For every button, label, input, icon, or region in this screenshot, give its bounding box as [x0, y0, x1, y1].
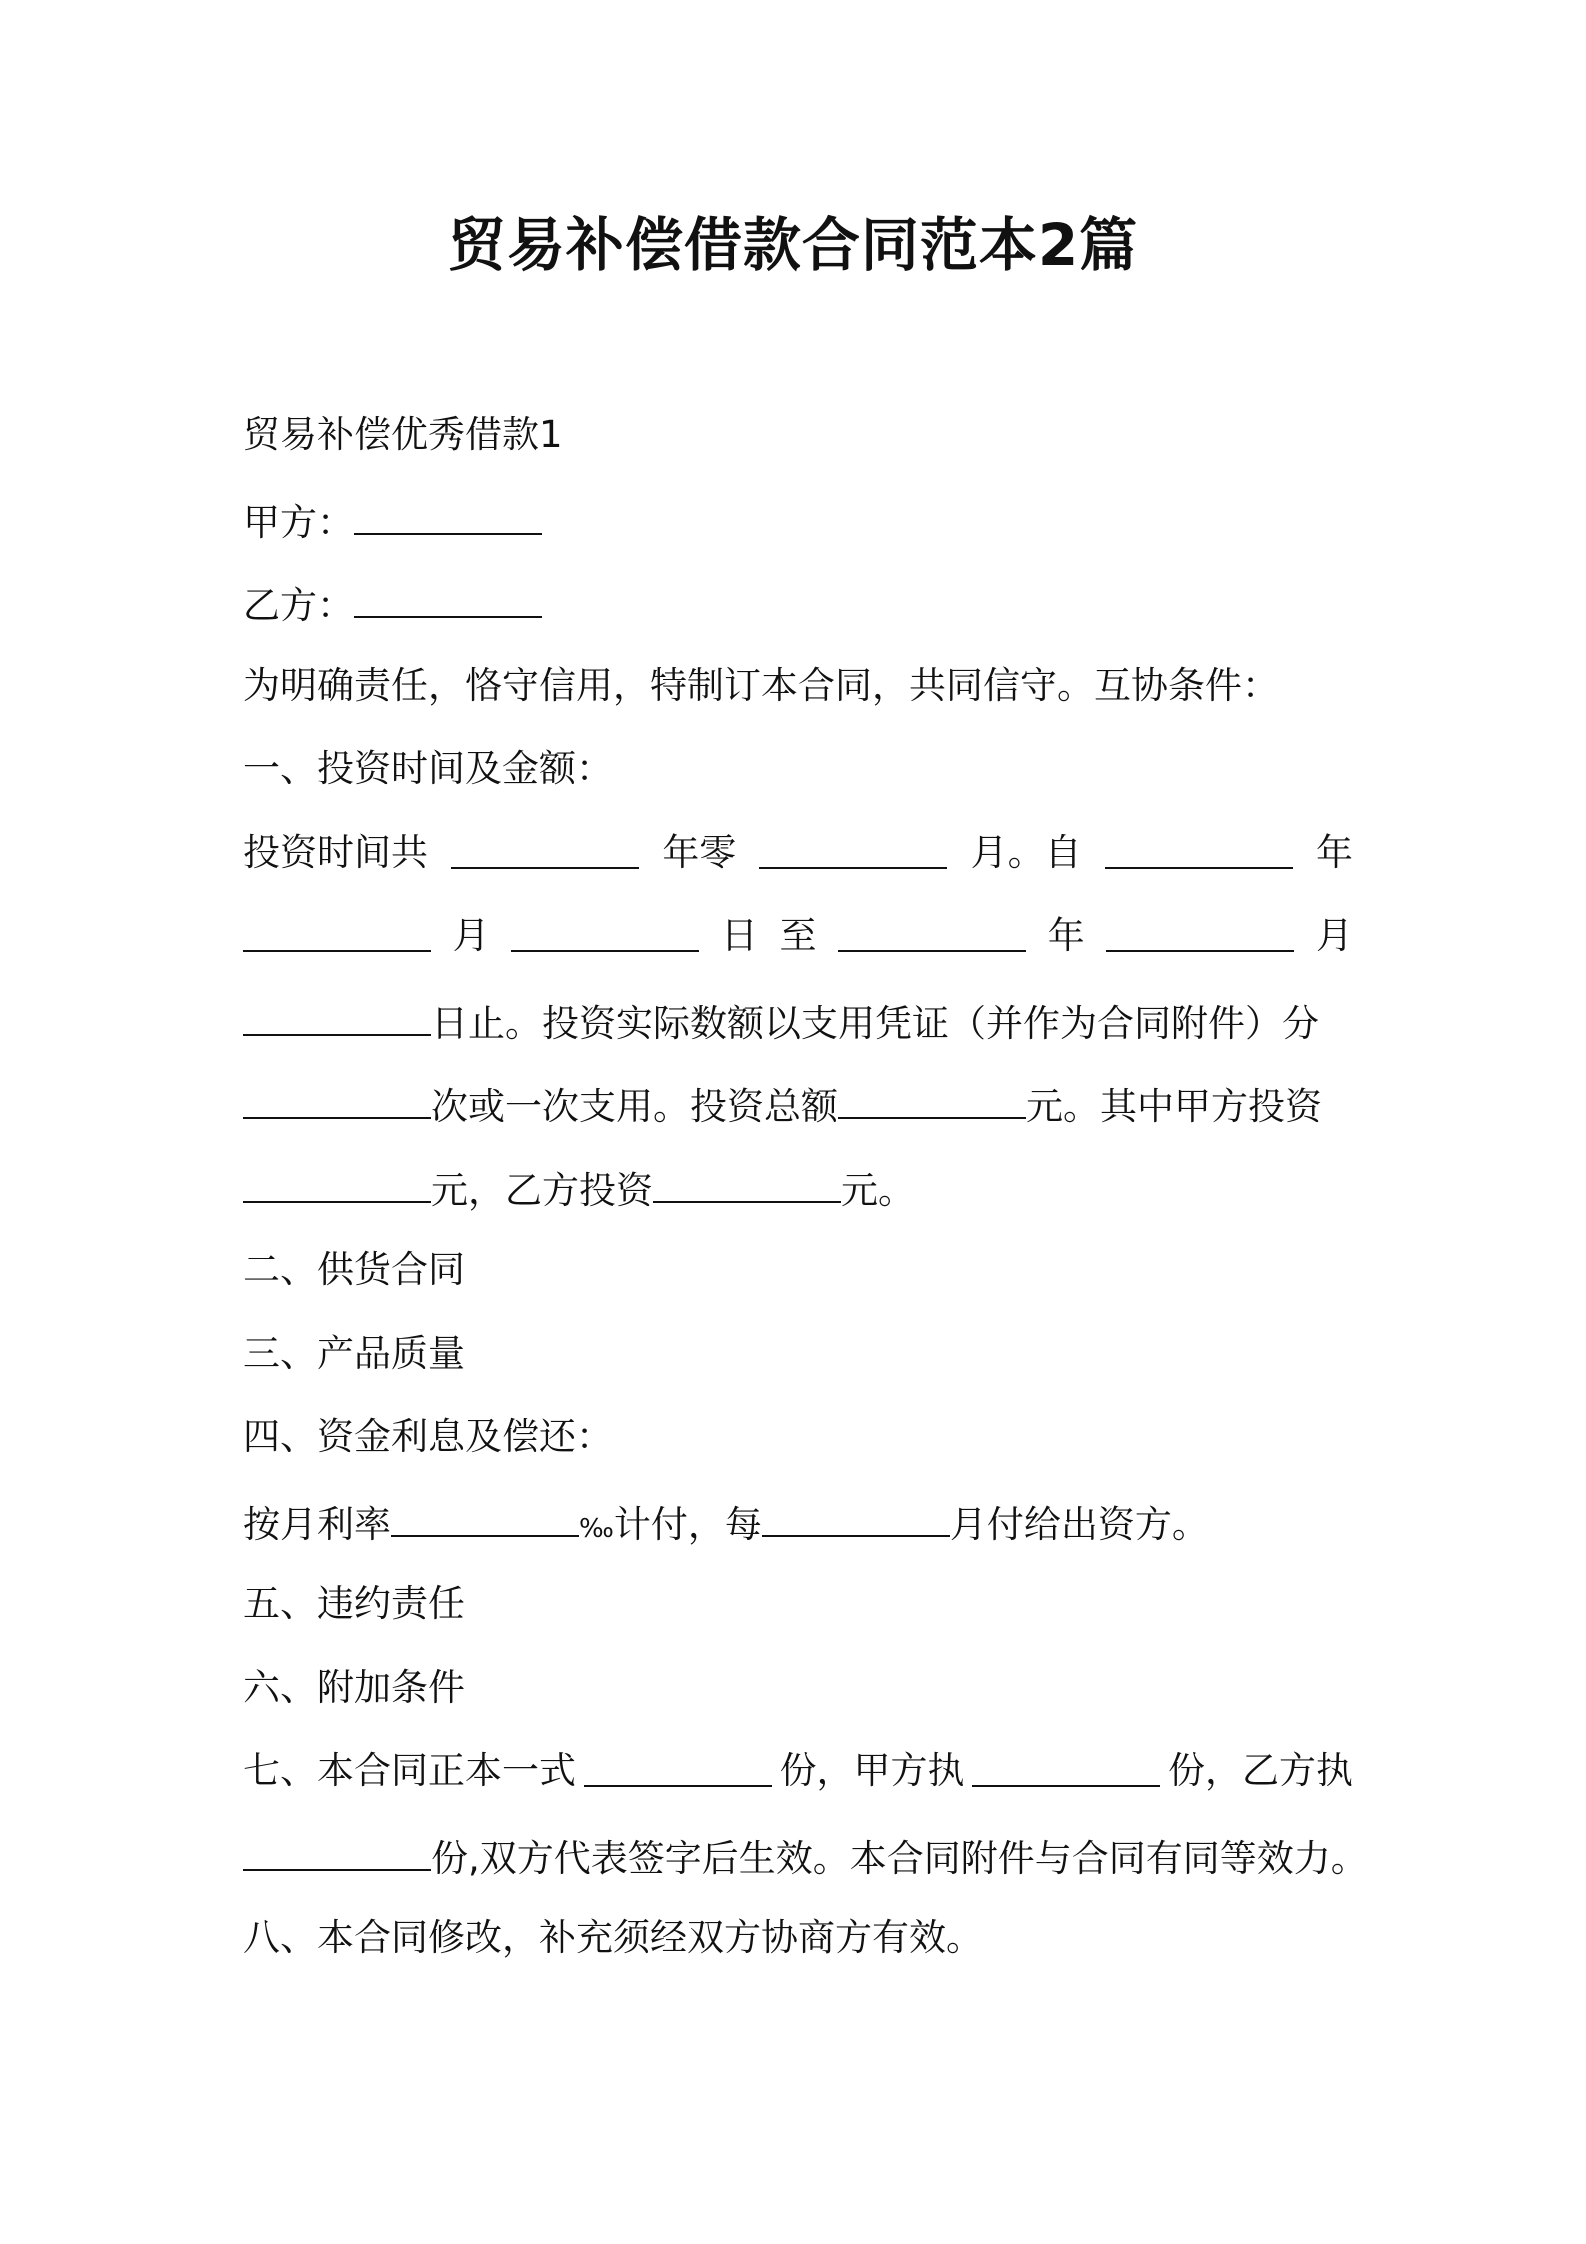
text-segment: 年: [1315, 830, 1353, 874]
section-1-line-5: [243, 1157, 1353, 1241]
text-segment: 日: [720, 914, 758, 957]
intro-text: 为明确责任，恪守信用，特制订本合同，共同信守。互协条件：: [243, 663, 1279, 707]
blank-field: [1106, 906, 1294, 952]
section-6-heading: 六、附加条件: [243, 1665, 465, 1709]
blank-field: [243, 990, 431, 1036]
section-1-line-1: [243, 823, 1353, 907]
text-segment: 按月利率: [243, 1502, 391, 1546]
text-segment: 元，乙方投资: [431, 1168, 653, 1212]
blank-field: [584, 1741, 772, 1787]
text-segment: 月: [1316, 914, 1353, 957]
text-segment: 元。其中甲方投资: [1026, 1085, 1322, 1128]
blank-field: [653, 1157, 841, 1203]
section-1-line-4: [243, 1073, 1353, 1157]
text-segment: 元。: [841, 1168, 915, 1212]
blank-field: [243, 906, 431, 952]
text-segment: 次或一次支用。投资总额: [431, 1085, 838, 1128]
section-8-heading: 八、本合同修改，补充须经双方协商方有效。: [243, 1916, 983, 1959]
blank-field: [759, 823, 947, 869]
section-5-line: [243, 1574, 1353, 1658]
blank-field: [391, 1491, 579, 1537]
text-segment: 七、本合同正本一式: [243, 1749, 576, 1792]
blank-field: [838, 1073, 1026, 1119]
party-b-line: [243, 572, 1353, 656]
section-7-line-2: [243, 1825, 1368, 1909]
section-3-heading: 三、产品质量: [243, 1331, 465, 1375]
party-b-blank: [354, 572, 542, 618]
blank-field: [972, 1741, 1160, 1787]
text-segment: 月。自: [970, 830, 1082, 874]
document-body: [243, 405, 1368, 1992]
text-segment: 份,双方代表签字后生效。本合同附件与合同有同等效力。: [431, 1836, 1368, 1880]
document-title: 贸易补偿借款合同范本2篇: [447, 211, 1139, 279]
text-segment: 份，甲方执: [779, 1749, 965, 1792]
party-a-blank: [354, 489, 542, 535]
intro-line: [243, 656, 1353, 740]
blank-field: [243, 1157, 431, 1203]
party-a-line: [243, 489, 1353, 573]
section-1-heading: 一、投资时间及金额：: [243, 747, 613, 790]
subtitle-line: [243, 405, 1353, 489]
section-1-line-3: [243, 990, 1353, 1074]
section-4-heading: 四、资金利息及偿还：: [243, 1415, 613, 1458]
text-segment: 月付给出资方。: [949, 1502, 1209, 1546]
text-segment: 份，乙方执: [1168, 1749, 1353, 1792]
blank-field: [838, 906, 1026, 952]
section-2-line: [243, 1240, 1353, 1324]
blank-field: [243, 1825, 431, 1871]
party-b-label: 乙方：: [243, 584, 354, 627]
text-segment: 投资时间共: [243, 830, 428, 874]
section-1-heading-line: [243, 739, 1353, 823]
section-2-heading: 二、供货合同: [243, 1248, 465, 1291]
section-7-line-1: [243, 1741, 1353, 1825]
section-4-heading-line: [243, 1407, 1353, 1491]
section-5-heading: 五、违约责任: [243, 1582, 465, 1625]
text-segment: 年零: [662, 830, 737, 874]
text-segment: 日止。投资实际数额以支用凭证（并作为合同附件）分: [431, 1001, 1319, 1045]
party-a-label: 甲方：: [243, 500, 354, 544]
section-8-line: [243, 1908, 1353, 1992]
blank-field: [1105, 823, 1293, 869]
subtitle: 贸易补偿优秀借款1: [243, 413, 563, 456]
blank-field: [451, 823, 639, 869]
blank-field: [511, 906, 699, 952]
text-segment: 至: [779, 914, 817, 957]
section-4-line-1: [243, 1491, 1353, 1575]
blank-field: [243, 1073, 431, 1119]
per-mille-sign: ‰: [579, 1513, 614, 1544]
section-3-line: [243, 1324, 1353, 1408]
section-1-line-2: [243, 906, 1353, 990]
text-segment: 年: [1047, 914, 1085, 957]
blank-field: [762, 1491, 950, 1537]
text-segment: 计付，每: [613, 1502, 762, 1546]
section-6-line: [243, 1658, 1353, 1742]
text-segment: 月: [452, 914, 490, 957]
